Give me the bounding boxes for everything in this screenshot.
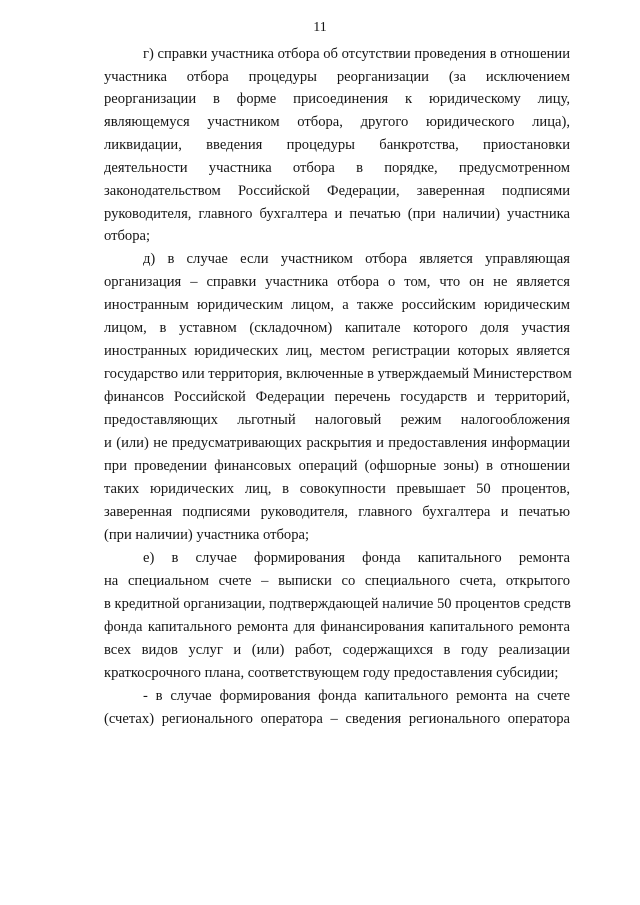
- text-line: финансов Российской Федерации перечень государств и территорий,: [104, 389, 570, 405]
- text-line: деятельности участника отбора в порядке, предусмотренном: [104, 160, 570, 176]
- text-line: при проведении финансовых операций (офшорные зоны) в отношении: [104, 458, 570, 474]
- text-line: иностранных юридических лиц, местом регистрации которых является: [104, 343, 570, 359]
- text-line: иностранным юридическим лицом, а также российским юридическим: [104, 297, 570, 313]
- text-line: г) справки участника отбора об отсутствии проведения в отношении: [143, 46, 571, 62]
- text-line: руководителя, главного бухгалтера и печатью (при наличии) участника: [104, 206, 570, 222]
- text-line: участника отбора процедуры реорганизации (за исключением: [104, 69, 570, 85]
- text-line: предоставляющих льготный налоговый режим налогообложения: [104, 412, 570, 428]
- text-line: государство или территория, включенные в утверждаемый Министерством: [104, 366, 572, 382]
- text-line: реорганизации в форме присоединения к юридическому лицу,: [104, 91, 570, 107]
- text-line: отбора;: [104, 228, 151, 244]
- text-line: е) в случае формирования фонда капитального ремонта: [143, 550, 570, 566]
- text-line: фонда капитального ремонта для финансирования капитального ремонта: [104, 619, 570, 635]
- text-line: краткосрочного плана, соответствующем году предоставления субсидии;: [104, 665, 559, 681]
- text-line: всех видов услуг и (или) работ, содержащихся в году реализации: [104, 642, 570, 658]
- text-line: и (или) не предусматривающих раскрытия и предоставления информации: [104, 435, 570, 451]
- text-line: в кредитной организации, подтверждающей наличие 50 процентов средств: [104, 596, 571, 612]
- text-line: организация – справки участника отбора о том, что он не является: [104, 274, 570, 290]
- text-line: ликвидации, введения процедуры банкротства, приостановки: [104, 137, 570, 153]
- text-line: (при наличии) участника отбора;: [104, 527, 310, 543]
- text-line: таких юридических лиц, в совокупности превышает 50 процентов,: [104, 481, 570, 497]
- page-number: 11: [313, 20, 327, 35]
- text-line: - в случае формирования фонда капитального ремонта на счете: [143, 688, 570, 704]
- text-line: на специальном счете – выписки со специального счета, открытого: [104, 573, 570, 589]
- text-line: лицом, в уставном (складочном) капитале которого доля участия: [104, 320, 570, 336]
- text-line: д) в случае если участником отбора является управляющая: [143, 251, 570, 267]
- text-line: законодательством Российской Федерации, заверенная подписями: [104, 183, 570, 199]
- text-line: (счетах) регионального оператора – сведения регионального оператора: [104, 711, 570, 727]
- text-line: являющемуся участником отбора, другого юридического лица),: [104, 114, 570, 130]
- text-line: заверенная подписями руководителя, главного бухгалтера и печатью: [104, 504, 570, 520]
